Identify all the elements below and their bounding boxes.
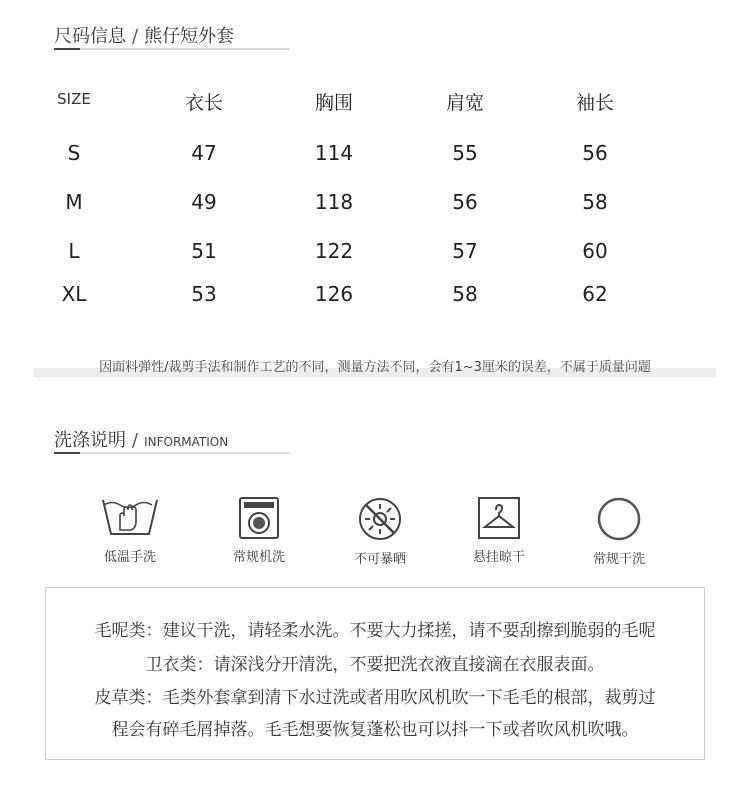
measurement-note: 因面料弹性/裁剪手法和制作工艺的不同，测量方法不同，会有1~3厘米的误差，不属于质量问题 [99, 360, 651, 375]
value-cell: 53 [191, 282, 217, 306]
wash-label: 常规干洗 [592, 552, 645, 567]
value-cell: 62 [582, 282, 608, 306]
wash-item-hand-wash [85, 496, 175, 565]
size-cell: M [65, 190, 83, 214]
wash-item-dry-clean [574, 496, 664, 567]
value-cell: 58 [452, 282, 478, 306]
size-section-title [54, 22, 234, 48]
wash-title-text: 洗涤说明 [54, 430, 126, 451]
table-header-chest: 胸围 [314, 92, 354, 114]
value-cell: 126 [314, 282, 354, 306]
wash-label: 不可暴晒 [353, 552, 406, 567]
value-cell: 57 [452, 239, 478, 263]
care-instructions-box [45, 587, 705, 760]
table-header-shoulder: 肩宽 [445, 92, 485, 114]
wash-title-underline [54, 452, 289, 454]
value-cell: 56 [582, 141, 608, 165]
size-cell: S [67, 141, 81, 165]
care-line-fur: 皮草类：毛类外套拿到清下水过洗或者用吹风机吹一下毛毛的根部，裁剪过 [94, 688, 656, 708]
wash-item-machine-wash [214, 496, 304, 565]
table-header-length: 衣长 [184, 92, 224, 114]
wash-label: 低温手洗 [103, 550, 156, 565]
value-cell: 114 [314, 141, 354, 165]
table-header-size: SIZE [57, 90, 91, 108]
wash-subtitle: INFORMATION [144, 435, 229, 449]
size-cell: XL [61, 282, 87, 306]
value-cell: 56 [452, 190, 478, 214]
wash-label: 常规机洗 [232, 550, 285, 565]
wash-section-title [54, 426, 228, 452]
care-line-fur-cont: 程会有碎毛屑掉落。毛毛想要恢复蓬松也可以抖一下或者吹风机吹哦。 [111, 720, 639, 740]
value-cell: 60 [582, 239, 608, 263]
hang-dry-icon [477, 496, 521, 540]
size-title-text: 尺码信息 [54, 26, 126, 47]
title-slash: / [132, 26, 139, 47]
hand-wash-icon [100, 496, 160, 540]
value-cell: 55 [452, 141, 478, 165]
dry-clean-icon [596, 496, 642, 542]
size-subtitle: 熊仔短外套 [144, 26, 235, 47]
care-line-wool: 毛呢类：建议干洗，请轻柔水洗。不要大力揉搓，请不要刮擦到脆弱的毛呢 [94, 621, 656, 641]
wash-item-hang-dry [454, 496, 544, 565]
no-sun-dry-icon [357, 496, 403, 542]
wash-label: 悬挂晾干 [472, 550, 525, 565]
value-cell: 51 [191, 239, 217, 263]
size-title-underline [54, 48, 289, 50]
table-header-sleeve: 袖长 [575, 92, 615, 114]
wash-item-no-sun [335, 496, 425, 567]
size-cell: L [68, 239, 80, 263]
care-line-hoodie: 卫衣类：请深浅分开清洗，不要把洗衣液直接滴在衣服表面。 [145, 655, 605, 675]
washing-machine-icon [237, 496, 281, 540]
value-cell: 118 [314, 190, 354, 214]
value-cell: 122 [314, 239, 354, 263]
value-cell: 47 [191, 141, 217, 165]
title-slash: / [132, 430, 139, 451]
value-cell: 58 [582, 190, 608, 214]
value-cell: 49 [191, 190, 217, 214]
